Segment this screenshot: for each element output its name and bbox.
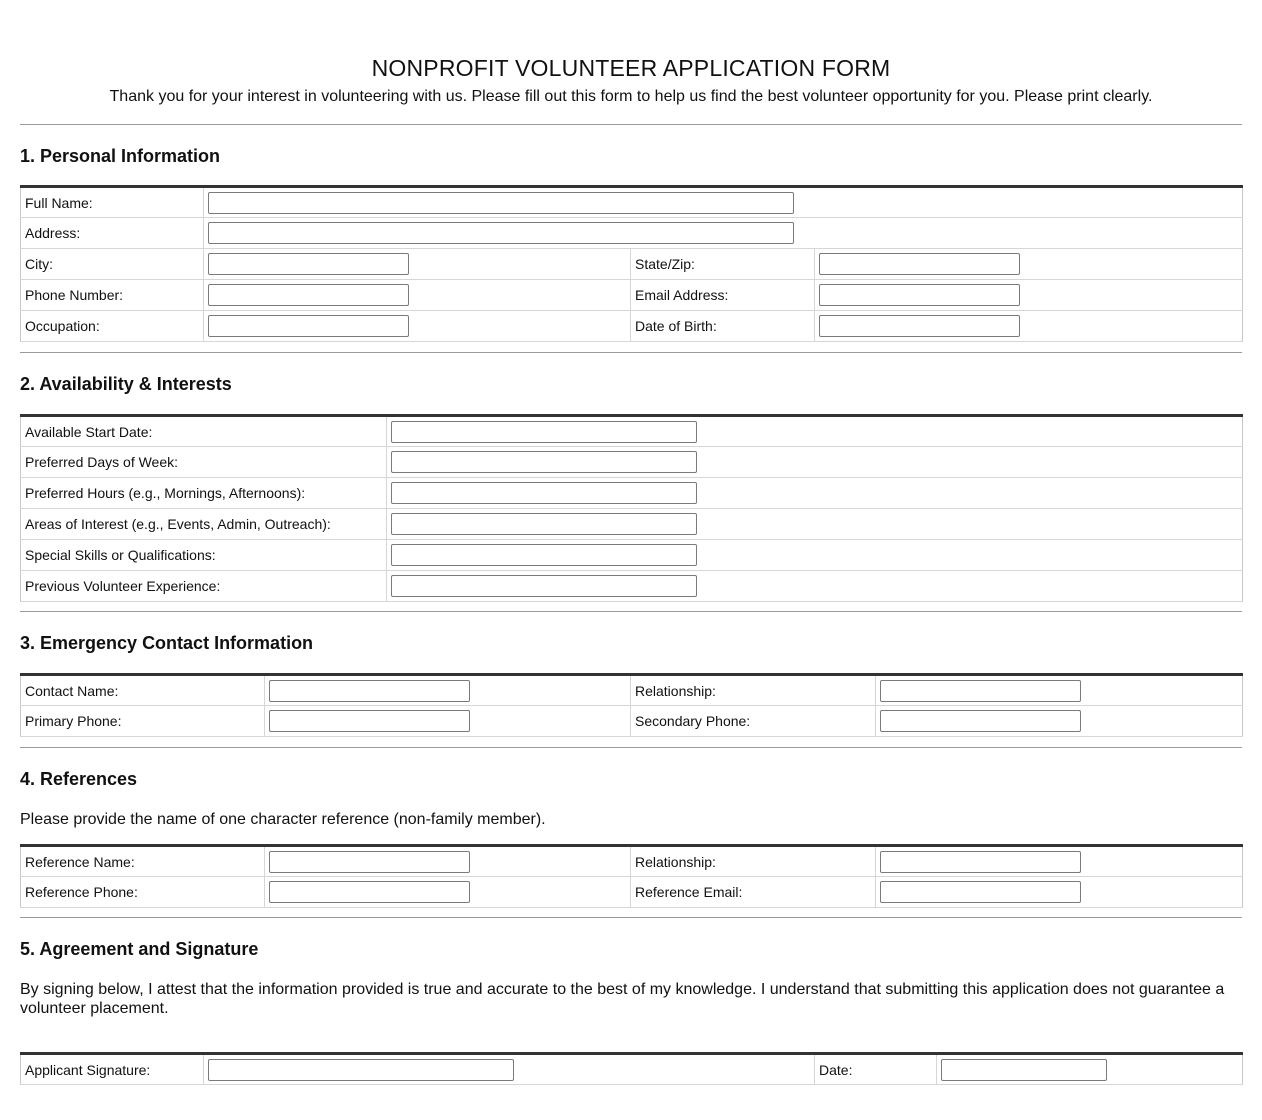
references-note: Please provide the name of one character reference (non-family member). — [20, 811, 546, 828]
table-row — [21, 447, 1243, 478]
reference-relationship-label: Relationship: — [631, 846, 876, 877]
volunteer-experience-label: Previous Volunteer Experience: — [21, 571, 387, 602]
state-zip-input[interactable] — [819, 253, 1020, 275]
form-title: NONPROFIT VOLUNTEER APPLICATION FORM — [371, 55, 891, 82]
preferred-days-input[interactable] — [391, 451, 697, 473]
volunteer-experience-input[interactable] — [391, 575, 697, 597]
signature-date-label: Date: — [815, 1054, 937, 1085]
address-input[interactable] — [208, 222, 794, 244]
table-row — [21, 706, 1243, 737]
email-label: Email Address: — [631, 280, 815, 311]
table-row — [21, 311, 1243, 342]
dob-input[interactable] — [819, 315, 1020, 337]
table-row — [21, 416, 1243, 447]
special-skills-label: Special Skills or Qualifications: — [21, 540, 387, 571]
reference-name-label: Reference Name: — [21, 846, 265, 877]
table-row — [21, 509, 1243, 540]
references-table — [20, 844, 1243, 908]
state-zip-label: State/Zip: — [631, 249, 815, 280]
reference-name-input[interactable] — [269, 851, 470, 873]
preferred-hours-label: Preferred Hours (e.g., Mornings, Afternoons): — [21, 478, 387, 509]
primary-phone-label: Primary Phone: — [21, 706, 265, 737]
personal-info-table — [20, 185, 1243, 342]
areas-of-interest-input[interactable] — [391, 513, 697, 535]
preferred-days-label: Preferred Days of Week: — [21, 447, 387, 478]
occupation-input[interactable] — [208, 315, 409, 337]
divider — [20, 352, 1242, 353]
areas-of-interest-label: Areas of Interest (e.g., Events, Admin, Outreach): — [21, 509, 387, 540]
signature-date-input[interactable] — [941, 1059, 1107, 1081]
full-name-input[interactable] — [208, 192, 794, 214]
phone-label: Phone Number: — [21, 280, 204, 311]
contact-name-label: Contact Name: — [21, 675, 265, 706]
divider — [20, 124, 1242, 125]
table-row — [21, 218, 1243, 249]
secondary-phone-label: Secondary Phone: — [631, 706, 876, 737]
preferred-hours-input[interactable] — [391, 482, 697, 504]
occupation-label: Occupation: — [21, 311, 204, 342]
table-row — [21, 877, 1243, 908]
emergency-contact-table — [20, 673, 1243, 737]
reference-phone-input[interactable] — [269, 881, 470, 903]
divider — [20, 747, 1242, 748]
section-emergency-heading: 3. Emergency Contact Information — [20, 633, 314, 653]
divider — [20, 611, 1242, 612]
city-input[interactable] — [208, 253, 409, 275]
table-row — [21, 187, 1243, 218]
start-date-label: Available Start Date: — [21, 416, 387, 447]
section-references-heading: 4. References — [20, 769, 138, 789]
signature-input[interactable] — [208, 1059, 514, 1081]
primary-phone-input[interactable] — [269, 710, 470, 732]
table-row — [21, 249, 1243, 280]
availability-table — [20, 414, 1243, 602]
reference-email-label: Reference Email: — [631, 877, 876, 908]
agreement-text: By signing below, I attest that the information provided is true and accurate to the best of my knowledge. I understand that submitting this application does not guarantee a volunteer placement. — [20, 981, 1225, 1017]
form-intro: Thank you for your interest in volunteering with us. Please fill out this form to help us find the best volunteer opportunity for you. Please print clearly. — [109, 88, 1153, 105]
dob-label: Date of Birth: — [631, 311, 815, 342]
start-date-input[interactable] — [391, 421, 697, 443]
table-row — [21, 675, 1243, 706]
reference-email-input[interactable] — [880, 881, 1081, 903]
signature-label: Applicant Signature: — [21, 1054, 204, 1085]
signature-table — [20, 1052, 1243, 1085]
section-personal-heading: 1. Personal Information — [20, 146, 221, 166]
divider — [20, 917, 1242, 918]
table-row — [21, 540, 1243, 571]
emergency-relationship-label: Relationship: — [631, 675, 876, 706]
contact-name-input[interactable] — [269, 680, 470, 702]
phone-input[interactable] — [208, 284, 409, 306]
full-name-label: Full Name: — [21, 187, 204, 218]
table-row — [21, 846, 1243, 877]
special-skills-input[interactable] — [391, 544, 697, 566]
table-row — [21, 1054, 1243, 1085]
address-label: Address: — [21, 218, 204, 249]
email-input[interactable] — [819, 284, 1020, 306]
table-row — [21, 280, 1243, 311]
section-agreement-heading: 5. Agreement and Signature — [20, 939, 259, 959]
emergency-relationship-input[interactable] — [880, 680, 1081, 702]
city-label: City: — [21, 249, 204, 280]
reference-relationship-input[interactable] — [880, 851, 1081, 873]
secondary-phone-input[interactable] — [880, 710, 1081, 732]
reference-phone-label: Reference Phone: — [21, 877, 265, 908]
table-row — [21, 478, 1243, 509]
table-row — [21, 571, 1243, 602]
section-availability-heading: 2. Availability & Interests — [20, 374, 232, 394]
